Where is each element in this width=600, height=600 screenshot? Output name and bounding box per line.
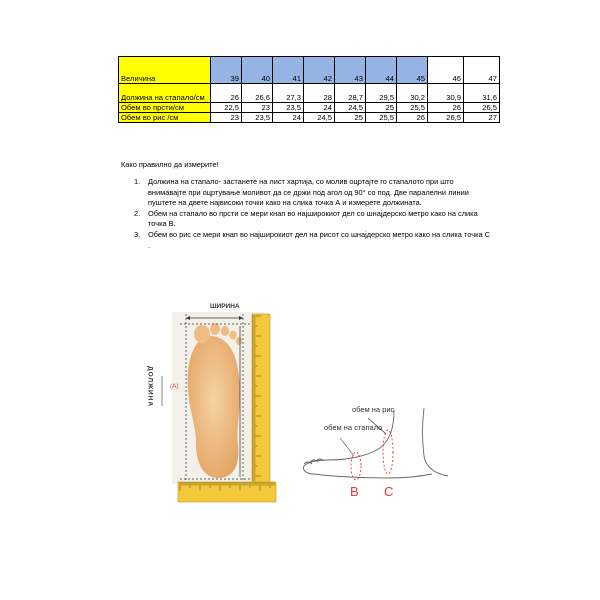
step-number: 1.: [134, 177, 141, 186]
table-cell: 31,6: [464, 84, 500, 103]
table-row-ankle-girth: [119, 113, 500, 123]
step-number: 2.: [134, 208, 141, 218]
size-table: [118, 56, 500, 123]
table-cell: 42: [304, 57, 335, 84]
instruction-step: [121, 209, 491, 230]
point-a-label: (A): [170, 383, 179, 390]
table-cell: 23,5: [242, 113, 273, 123]
table-cell: 46: [428, 57, 464, 84]
table-cell: 26: [397, 113, 428, 123]
step-text: Обем во рис се мери кнап во најширокиот дел на рисот со шнајдерско метро како на слика точка С .: [148, 229, 490, 250]
table-row-size: [119, 57, 500, 84]
foot-side-icon: [303, 408, 448, 478]
step-text: Обем на стапало во прсти се мери кнап во најширокиот дел со шнајдерско метро како на слика точка В.: [148, 208, 478, 229]
table-cell: 45: [397, 57, 428, 84]
step-text: Должина на стапало- застанете на лист хартија, со молив оцртајте го стапалото при што внимавајте при оцртување моливот да се држи под агол од 90° со под. Две паралелни линии пуштете на двете највисоки точки како на слика точка А и измерете должината.: [148, 177, 469, 208]
table-cell: 23: [211, 113, 242, 123]
table-cell: 26,5: [428, 113, 464, 123]
foot-length-figure: [140, 296, 280, 510]
table-cell: 47: [464, 57, 500, 84]
table-cell: 25: [335, 113, 366, 123]
length-label: ДОЛЖИНА: [146, 366, 154, 408]
girth-measurement-figure: [298, 404, 458, 504]
leader-line-foot: [340, 438, 354, 456]
row-label: Должина на стапало/см: [119, 84, 211, 103]
girth-lines: [351, 430, 393, 480]
vertical-ruler-icon: [252, 314, 270, 484]
foot-girth-label: [324, 423, 382, 432]
table-cell: 24: [304, 103, 335, 113]
row-label: Обем во рис /см: [119, 113, 211, 123]
table-cell: 41: [273, 57, 304, 84]
table-cell: 27: [464, 113, 500, 123]
ankle-girth-text: обем на рис: [352, 405, 395, 414]
table-cell: 24,5: [335, 103, 366, 113]
point-c-label: C: [384, 484, 394, 499]
point-b-label: B: [350, 484, 359, 499]
foot-girth-text: обем на стапало: [324, 423, 383, 432]
table-cell: 44: [366, 57, 397, 84]
ankle-girth-label: [352, 405, 395, 414]
table-cell: 27,3: [273, 84, 304, 103]
instruction-step: [121, 177, 491, 209]
table-cell: 28: [304, 84, 335, 103]
step-number: 3.: [134, 229, 141, 239]
instructions-title: Како правилно да измерите!: [121, 160, 219, 169]
table-cell: 22,5: [211, 103, 242, 113]
table-cell: 29,5: [366, 84, 397, 103]
table-cell: 30,2: [397, 84, 428, 103]
table-row-foot-length: [119, 84, 500, 103]
table-cell: 43: [335, 57, 366, 84]
table-cell: 26,5: [464, 103, 500, 113]
instructions-list: [121, 177, 491, 251]
table-cell: 23,5: [273, 103, 304, 113]
table-cell: 24,5: [304, 113, 335, 123]
table-cell: 24: [273, 113, 304, 123]
table-cell: 23: [242, 103, 273, 113]
table-cell: 30,9: [428, 84, 464, 103]
table-cell: 25,5: [366, 113, 397, 123]
table-row-toe-girth: [119, 103, 500, 113]
row-label: Величина: [119, 57, 211, 84]
table-cell: 25: [366, 103, 397, 113]
table-cell: 39: [211, 57, 242, 84]
width-label: ШИРИНА: [210, 303, 240, 310]
table-cell: 26: [211, 84, 242, 103]
table-cell: 26: [428, 103, 464, 113]
horizontal-ruler-icon: [178, 482, 276, 502]
table-cell: 25,5: [397, 103, 428, 113]
table-cell: 28,7: [335, 84, 366, 103]
table-cell: 40: [242, 57, 273, 84]
table-cell: 26,6: [242, 84, 273, 103]
instruction-step: [121, 230, 491, 251]
row-label: Обем во прсти/см: [119, 103, 211, 113]
